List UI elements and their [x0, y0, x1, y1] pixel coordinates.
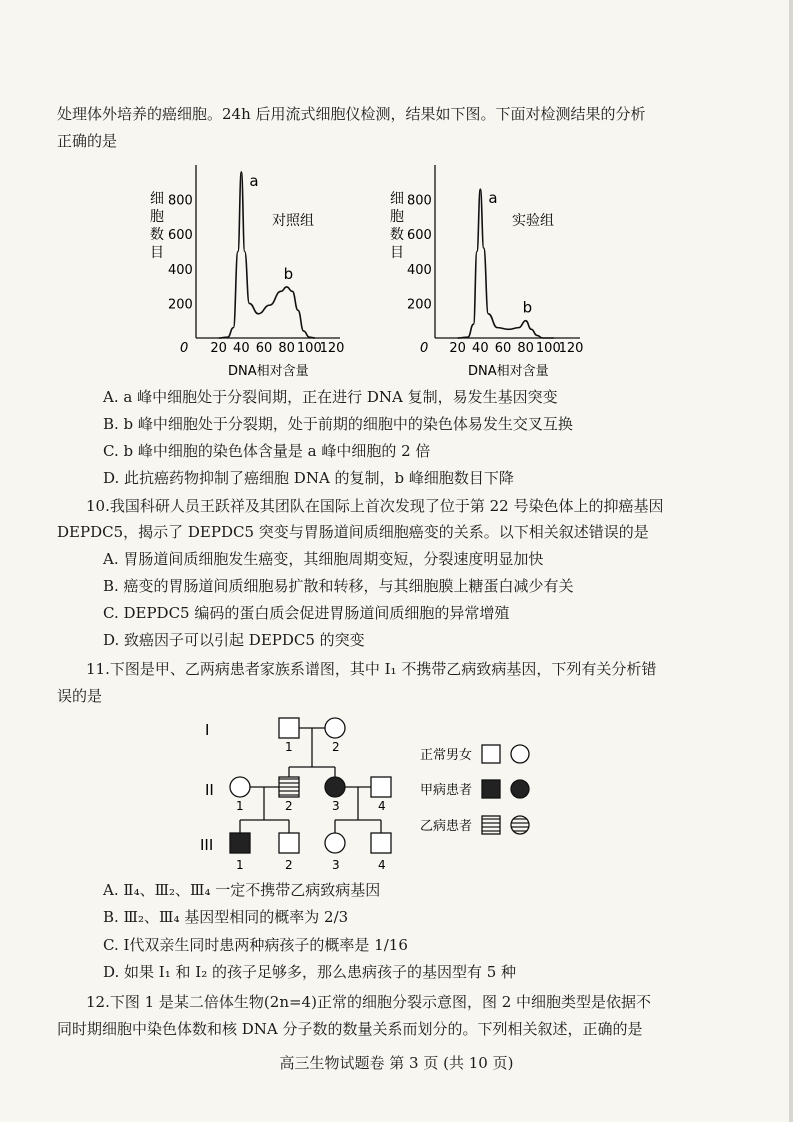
q11-option-c: C. Ⅰ代双亲生同时患两种病孩子的概率是 1/16: [103, 936, 408, 954]
x-tick-label: 20: [210, 341, 227, 356]
ylabel-c1-0: 细: [150, 191, 164, 207]
svg-text:1: 1: [236, 858, 244, 872]
svg-text:1: 1: [285, 740, 293, 754]
I1-male-normal: [279, 718, 299, 738]
ylabel-c1-3: 目: [150, 245, 164, 261]
y-tick-label: 200: [407, 297, 432, 313]
q11-stem-1: 11.下图是甲、乙两病患者家族系谱图，其中 I₁ 不携带乙病致病基因，下列有关分析错: [86, 660, 657, 678]
curve-experiment: [458, 189, 554, 338]
legend-jia: 甲病患者: [420, 783, 473, 798]
x-tick-label: 80: [278, 341, 295, 356]
q9-option-b: B. b 峰中细胞处于分裂期，处于前期的细胞中的染色体易发生交叉互换: [103, 415, 573, 433]
x-tick-label: 40: [472, 341, 489, 356]
chart-title-control: 对照组: [272, 213, 314, 229]
legend-yi: 乙病患者: [420, 819, 473, 834]
x-tick-label: 80: [517, 341, 534, 356]
ylabel-c1-1: 胞: [150, 209, 164, 225]
x-tick-label: 60: [255, 341, 273, 356]
ylabel-c2-3: 目: [390, 245, 404, 261]
ylabel-c2-1: 胞: [390, 209, 404, 225]
svg-text:3: 3: [332, 799, 340, 813]
y-tick-label: 400: [407, 262, 432, 278]
svg-text:3: 3: [332, 858, 340, 872]
I2-female-normal: [325, 718, 345, 738]
II3-female-jia: [325, 777, 345, 797]
chart-experiment: [390, 165, 583, 379]
q9-option-c: C. b 峰中细胞的染色体含量是 a 峰中细胞的 2 倍: [103, 442, 431, 460]
peak-b-control: b: [283, 264, 294, 283]
q11-option-b: B. Ⅲ₂、Ⅲ₄ 基因型相同的概率为 2/3: [103, 908, 349, 926]
q12-stem-2: 同时期细胞中染色体数和核 DNA 分子数的数量关系而划分的。下列相关叙述，正确的是: [57, 1020, 643, 1038]
q10-option-a: A. 胃肠道间质细胞发生癌变，其细胞周期变短，分裂速度明显加快: [103, 550, 544, 568]
y-tick-label: 600: [168, 228, 193, 244]
svg-text:2: 2: [285, 799, 293, 813]
q10-option-d: D. 致癌因子可以引起 DEPDC5 的突变: [103, 631, 365, 649]
legend-normal: 正常男女: [420, 748, 473, 763]
III3-female-normal: [325, 833, 345, 853]
q10-option-c: C. DEPDC5 编码的蛋白质会促进胃肠道间质细胞的异常增殖: [103, 604, 510, 622]
chart-control: [150, 165, 344, 379]
III1-male-jia: [230, 833, 250, 853]
x-tick-label: 120: [319, 341, 345, 356]
x-tick-label: 60: [494, 341, 512, 356]
q9-option-d: D. 此抗癌药物抑制了癌细胞 DNA 的复制，b 峰细胞数目下降: [103, 469, 514, 487]
page-footer: 高三生物试题卷 第 3 页 (共 10 页): [279, 1054, 514, 1072]
svg-text:4: 4: [378, 858, 386, 872]
gen-label-3: III: [200, 836, 214, 854]
pedigree-chart: [0, 705, 793, 875]
q11-option-d: D. 如果 Ⅰ₁ 和 Ⅰ₂ 的孩子足够多，那么患病孩子的基因型有 5 种: [103, 963, 517, 981]
peak-a-experiment: a: [488, 189, 498, 208]
q10-stem-2: DEPDC5，揭示了 DEPDC5 突变与胃肠道间质细胞癌变的关系。以下相关叙述错误的是: [57, 523, 649, 541]
peak-b-experiment: b: [522, 298, 533, 317]
x-ticks-c2: [449, 341, 583, 356]
y-tick-label: 200: [168, 297, 193, 313]
gen-label-2: II: [205, 781, 214, 799]
x-ticks-c1: [210, 341, 344, 356]
y-ticks-c1: [168, 194, 193, 313]
curve-control: [219, 172, 315, 338]
origin-c2: 0: [420, 341, 429, 356]
III4-male-normal: [371, 833, 391, 853]
q10-stem-1: 10.我国科研人员王跃祥及其团队在国际上首次发现了位于第 22 号染色体上的抑癌基因: [86, 497, 664, 515]
origin-c1: 0: [180, 341, 189, 356]
y-tick-label: 600: [407, 228, 432, 244]
svg-text:2: 2: [285, 858, 293, 872]
x-tick-label: 100: [296, 341, 322, 356]
y-tick-label: 800: [407, 193, 432, 209]
ylabel-c1-2: 数: [150, 227, 164, 243]
ylabel-c2-2: 数: [390, 227, 404, 243]
gen-label-1: I: [205, 721, 210, 739]
II4-male-normal: [371, 777, 391, 797]
II1-female-normal: [230, 777, 250, 797]
q10-option-b: B. 癌变的胃肠道间质细胞易扩散和转移，与其细胞膜上糖蛋白减少有关: [103, 577, 574, 595]
peak-a-control: a: [249, 171, 259, 190]
x-tick-label: 100: [535, 341, 561, 356]
y-tick-label: 800: [168, 193, 193, 209]
q11-option-a: A. Ⅱ₄、Ⅲ₂、Ⅲ₄ 一定不携带乙病致病基因: [103, 881, 381, 899]
x-tick-label: 40: [233, 341, 250, 356]
intro-line-2: 正确的是: [57, 132, 118, 150]
q11-stem-2: 误的是: [57, 687, 103, 705]
q12-stem-1: 12.下图 1 是某二倍体生物(2n=4)正常的细胞分裂示意图，图 2 中细胞类型是依据不: [86, 993, 652, 1011]
page-edge: [789, 0, 793, 1122]
intro-line-1: 处理体外培养的癌细胞。24h 后用流式细胞仪检测，结果如下图。下面对检测结果的分析: [57, 105, 646, 123]
x-tick-label: 120: [558, 341, 584, 356]
svg-text:1: 1: [236, 799, 244, 813]
II2-male-yi: [279, 777, 299, 797]
chart-title-experiment: 实验组: [512, 213, 554, 229]
svg-text:4: 4: [378, 799, 386, 813]
x-tick-label: 20: [449, 341, 466, 356]
y-tick-label: 400: [168, 262, 193, 278]
ylabel-c2-0: 细: [390, 191, 404, 207]
xlabel-c1: DNA相对含量: [228, 364, 309, 379]
y-ticks-c2: [407, 194, 432, 313]
q9-option-a: A. a 峰中细胞处于分裂间期，正在进行 DNA 复制，易发生基因突变: [103, 388, 558, 406]
xlabel-c2: DNA相对含量: [468, 364, 549, 379]
svg-text:2: 2: [332, 740, 340, 754]
flow-cytometry-charts: [0, 155, 793, 380]
III2-male-normal: [279, 833, 299, 853]
